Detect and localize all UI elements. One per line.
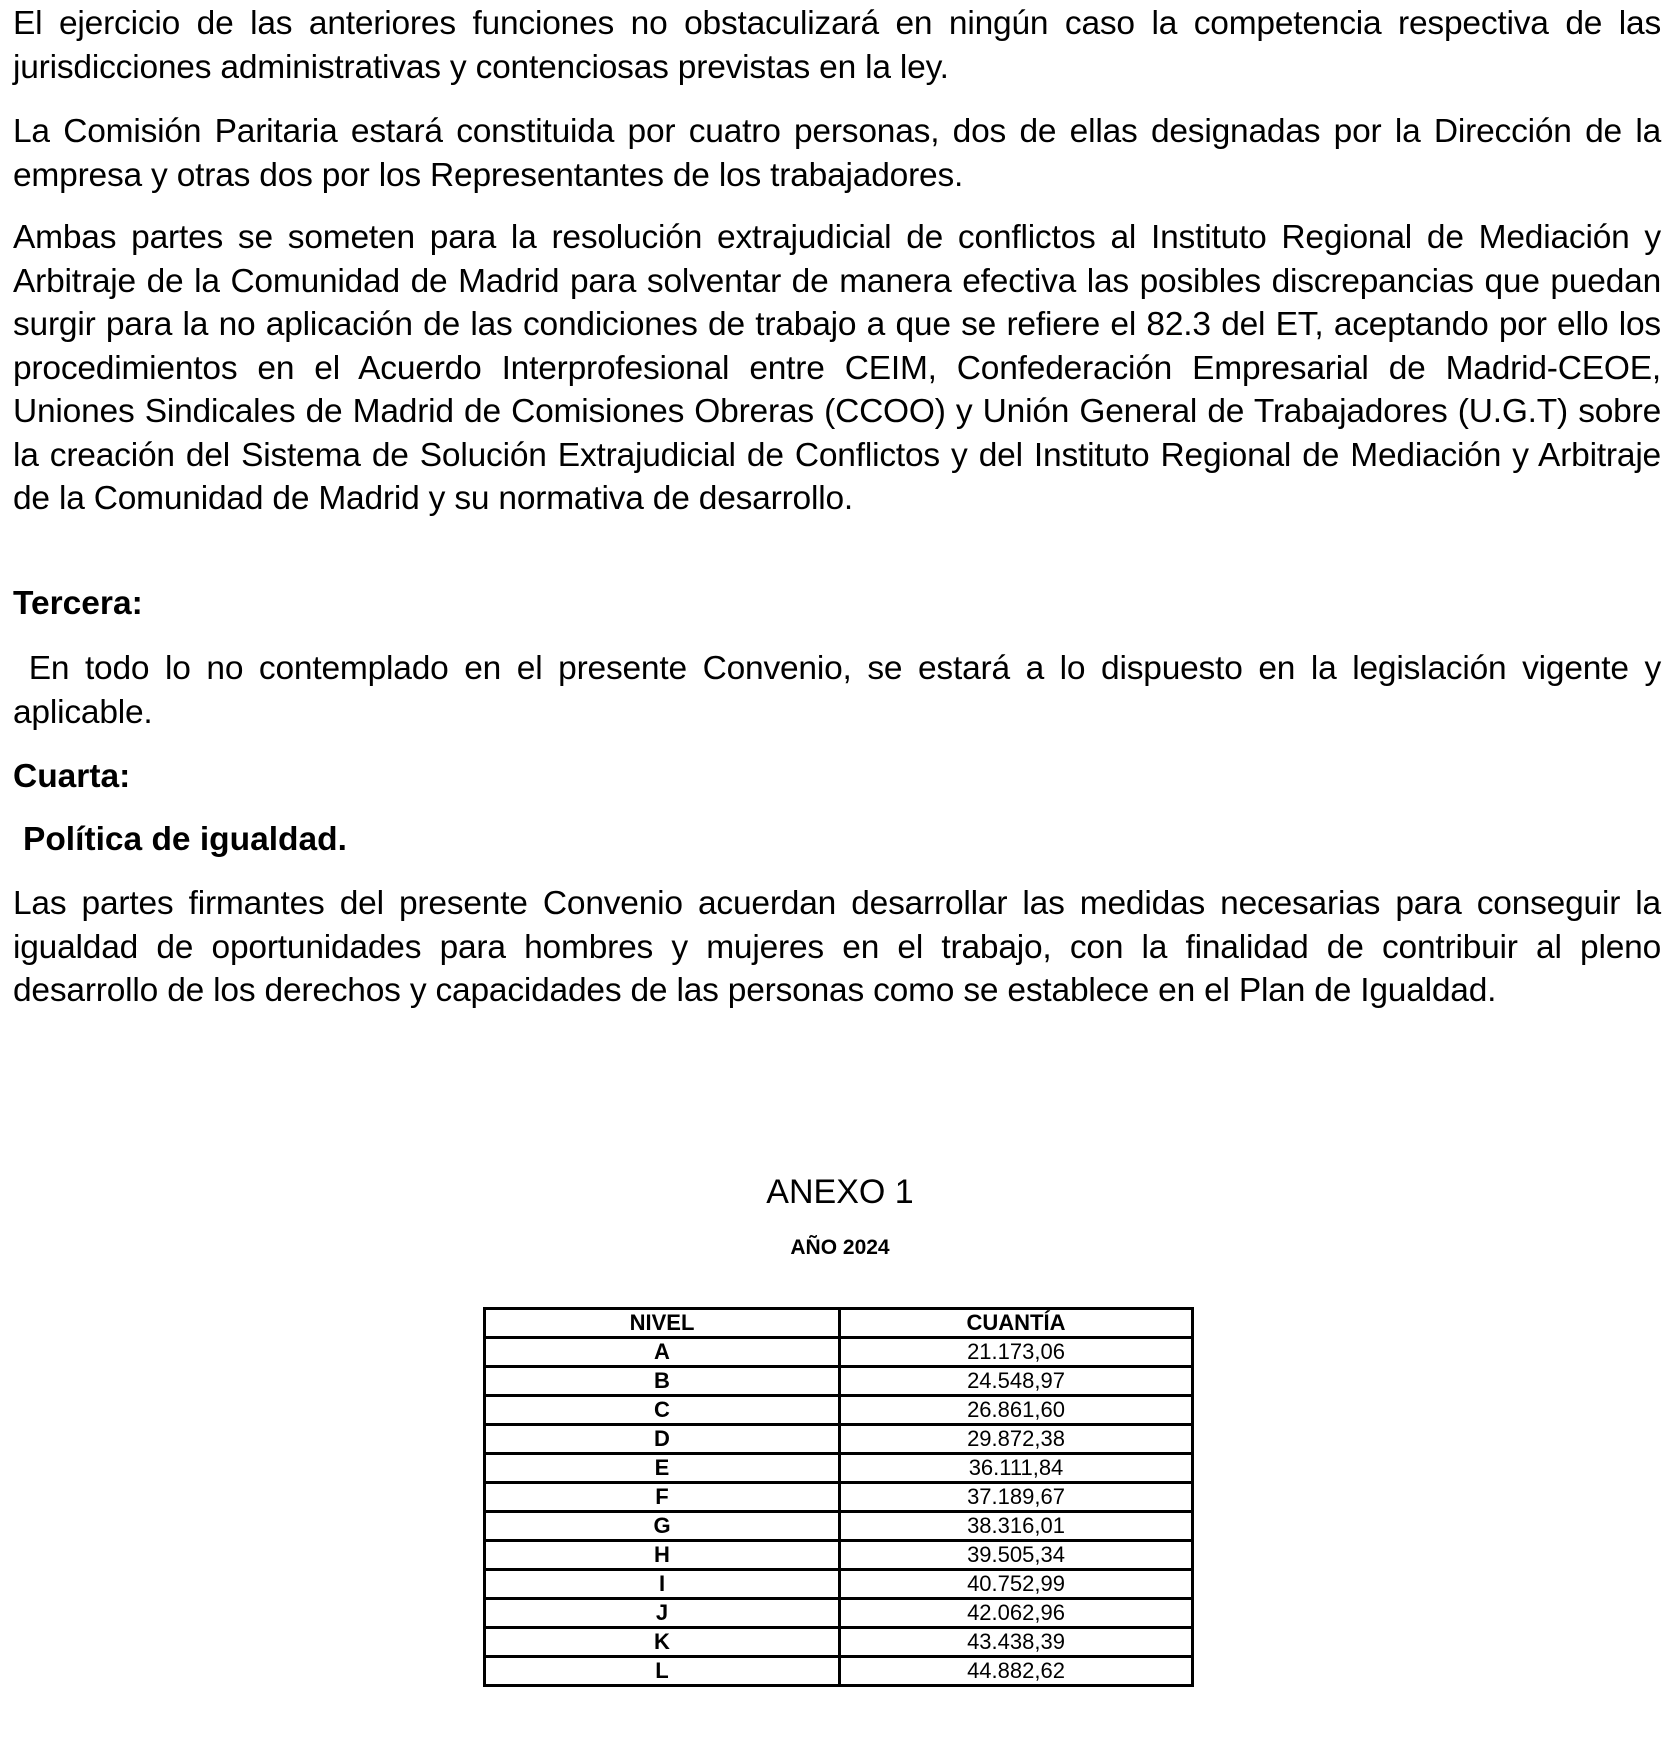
table-row [485,1396,1193,1425]
cell-nivel: A [485,1338,840,1367]
column-header-cuantia: CUANTÍA [840,1309,1193,1338]
cell-nivel: K [485,1628,840,1657]
salary-levels-table [483,1307,1194,1687]
table-row [485,1599,1193,1628]
table-row [485,1628,1193,1657]
table-row [485,1338,1193,1367]
cell-cuantia: 29.872,38 [840,1425,1193,1454]
cell-cuantia: 37.189,67 [840,1483,1193,1512]
cell-cuantia: 38.316,01 [840,1512,1193,1541]
table-row [485,1657,1193,1686]
cell-cuantia: 42.062,96 [840,1599,1193,1628]
table-row [485,1512,1193,1541]
cell-nivel: D [485,1425,840,1454]
cell-nivel: I [485,1570,840,1599]
annex-title: ANEXO 1 [766,1173,914,1211]
paragraph-jurisdicciones: El ejercicio de las anteriores funciones no obstaculizará en ningún caso la competencia respectiva de las jurisdicciones administrativas y contenciosas previstas en la ley. [13,5,1661,86]
cell-cuantia: 26.861,60 [840,1396,1193,1425]
heading-tercera: Tercera: [13,585,143,622]
cell-nivel: H [485,1541,840,1570]
table-header-row [485,1309,1193,1338]
cell-nivel: F [485,1483,840,1512]
table-row [485,1541,1193,1570]
cell-cuantia: 24.548,97 [840,1367,1193,1396]
paragraph-comision-paritaria: La Comisión Paritaria estará constituida por cuatro personas, dos de ellas designadas por la Dirección de la empresa y otras dos por los Representantes de los trabajadores. [13,113,1661,194]
cell-nivel: B [485,1367,840,1396]
column-header-nivel: NIVEL [485,1309,840,1338]
paragraph-legislacion-vigente: En todo lo no contemplado en el presente Convenio, se estará a lo dispuesto en la legislación vigente y aplicable. [13,650,1671,731]
table-row [485,1454,1193,1483]
cell-cuantia: 43.438,39 [840,1628,1193,1657]
paragraph-plan-igualdad: Las partes firmantes del presente Convenio acuerdan desarrollar las medidas necesarias para conseguir la igualdad de oportunidades para hombres y mujeres en el trabajo, con la finalidad de contribuir al pleno desarrollo de los derechos y capacidades de las personas como se establece en el Plan de Igualdad. [13,885,1661,1009]
cell-nivel: C [485,1396,840,1425]
table-row [485,1367,1193,1396]
cell-cuantia: 44.882,62 [840,1657,1193,1686]
cell-nivel: G [485,1512,840,1541]
cell-nivel: L [485,1657,840,1686]
heading-politica-igualdad: Política de igualdad. [23,821,347,858]
cell-nivel: J [485,1599,840,1628]
paragraph-resolucion-extrajudicial: Ambas partes se someten para la resolución extrajudicial de conflictos al Instituto Regional de Mediación y Arbitraje de la Comunidad de Madrid para solventar de manera efectiva las posibles discrepancias que puedan surgir para la no aplicación de las condiciones de trabajo a que se refiere el 82.3 del ET, aceptando por ello los procedimientos en el Acuerdo Interprofesional entre CEIM, Confederación Empresarial de Madrid-CEOE, Uniones Sindicales de Madrid de Comisiones Obreras (CCOO) y Unión General de Trabajadores (U.G.T) sobre la creación del Sistema de Solución Extrajudicial de Conflictos y del Instituto Regional de Mediación y Arbitraje de la Comunidad de Madrid y su normativa de desarrollo. [13,219,1661,517]
annex-year: AÑO 2024 [790,1236,890,1259]
cell-cuantia: 39.505,34 [840,1541,1193,1570]
cell-cuantia: 21.173,06 [840,1338,1193,1367]
cell-cuantia: 36.111,84 [840,1454,1193,1483]
table-row [485,1570,1193,1599]
heading-cuarta: Cuarta: [13,758,131,795]
cell-cuantia: 40.752,99 [840,1570,1193,1599]
table-row [485,1483,1193,1512]
table-row [485,1425,1193,1454]
cell-nivel: E [485,1454,840,1483]
